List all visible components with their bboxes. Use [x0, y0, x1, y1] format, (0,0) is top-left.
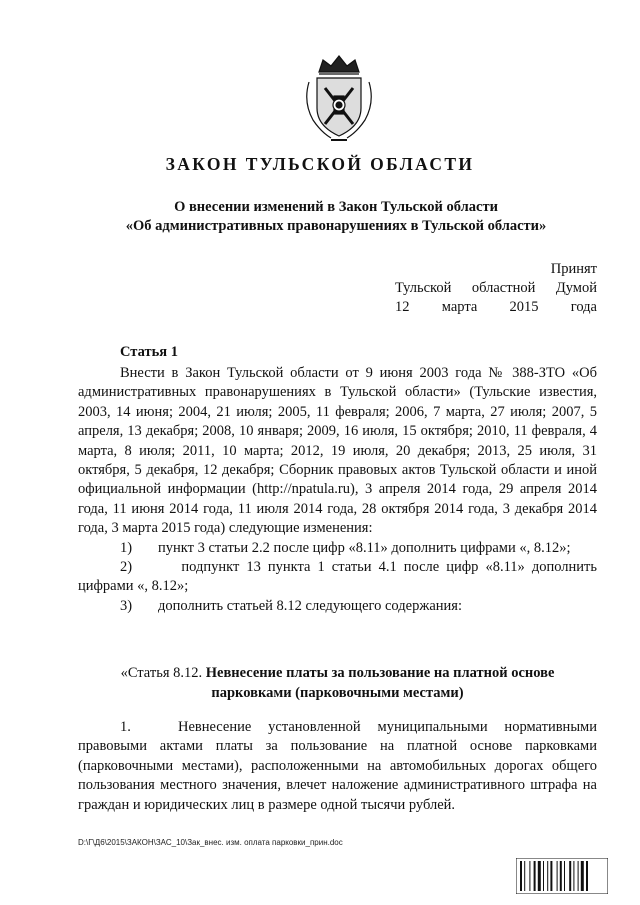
list-item-number: 3)	[120, 597, 133, 614]
barcode-bar	[534, 861, 536, 891]
list-item-text: дополнить статьей 8.12 следующего содержания:	[158, 597, 462, 614]
barcode-bar	[560, 861, 562, 891]
barcode-bar	[578, 861, 579, 891]
list-item-number: 2)	[120, 559, 133, 576]
list-item	[78, 539, 597, 558]
list-item-text: пункт 3 статьи 2.2 после цифр «8.11» дополнить цифрами «, 8.12»;	[158, 539, 571, 556]
article-1-heading: Статья 1	[120, 344, 178, 360]
barcode-bar	[573, 861, 574, 891]
part-text: Невнесение установленной муниципальными нормативными правовыми актами платы за пользование на платной основе парковками (парковочными местами), расположенными на автомобильных дорогах общего пользования местного значения, влечет наложение административного штрафа на граждан и юридических лиц в размере одной тысячи рублей.	[78, 719, 597, 813]
barcode-bar	[529, 861, 530, 891]
article-8-12-part-1	[78, 718, 597, 815]
article-1-body	[78, 364, 597, 616]
law-title: ЗАКОН ТУЛЬСКОЙ ОБЛАСТИ	[165, 154, 475, 174]
barcode-bar	[543, 861, 544, 891]
article-8-12-heading	[78, 663, 597, 703]
list-item-number: 1)	[120, 539, 133, 556]
list-item	[78, 558, 597, 597]
barcode-bar	[520, 861, 522, 891]
barcode-bar	[581, 861, 584, 891]
barcode-icon	[516, 858, 608, 894]
coat-of-arms-emblem	[301, 52, 377, 144]
list-item	[78, 597, 597, 616]
barcode-bar	[564, 861, 565, 891]
article-8-12-prefix: «Статья 8.12.	[120, 665, 203, 681]
barcode-bar	[569, 861, 571, 891]
adopted-date: 12 марта 2015 года	[395, 299, 597, 315]
article-1-intro: Внести в Закон Тульской области от 9 июня 2003 года № 388-ЗТО «Об административных правонарушениях в Тульской области» (Тульские известия, 2003, 14 июня; 2004, 21 июля; 2005, 11 февраля; 2006, 7 марта, 27 июля; 2007, 5 апреля, 13 декабря; 2008, 10 января; 2009, 16 июля, 15 октября; 2010, 11 февраля, 4 марта, 8 июля; 2011, 10 марта; 2012, 19 июля, 20 декабря; 2013, 25 июля, 31 октября, 5 декабря, 12 декабря; Сборник правовых актов Тульской области и иной официальной информации (http://npatula.ru), 3 апреля 2014 года, 29 апреля 2014 года, 11 июня 2014 года, 11 июля 2014 года, 28 октября 2014 года, 3 декабря 2014 года, 3 марта 2015 года) следующие изменения:	[78, 365, 597, 537]
barcode-bar	[586, 861, 588, 891]
adoption-block	[395, 260, 597, 317]
article-8-12-title: Невнесение платы за пользование на платной основе	[205, 665, 555, 681]
subtitle-line-2: «Об административных правонарушениях в Тульской области»	[125, 218, 547, 234]
law-subtitle	[60, 198, 612, 236]
subtitle-line-1: О внесении изменений в Закон Тульской области	[174, 199, 498, 215]
barcode-bar	[524, 861, 525, 891]
barcode-bar	[538, 861, 541, 891]
list-item-text: подпункт 13 пункта 1 статьи 4.1 после цифр «8.11» дополнить цифрами «, 8.12»;	[78, 559, 597, 595]
barcode-bar	[550, 861, 552, 891]
part-number: 1.	[120, 719, 131, 735]
article-8-12-title-line-2: парковками (парковочными местами)	[211, 685, 464, 701]
barcode-bar	[547, 861, 548, 891]
barcode-bar	[557, 861, 558, 891]
adopted-label: Принят	[550, 261, 597, 277]
adopted-by: Тульской областной Думой	[395, 280, 597, 296]
file-path-footer: D:\Г\Д6\2015\ЗАКОН\ЗАС_10\Зак_внес. изм. оплата парковки_прин.doc	[78, 838, 343, 847]
